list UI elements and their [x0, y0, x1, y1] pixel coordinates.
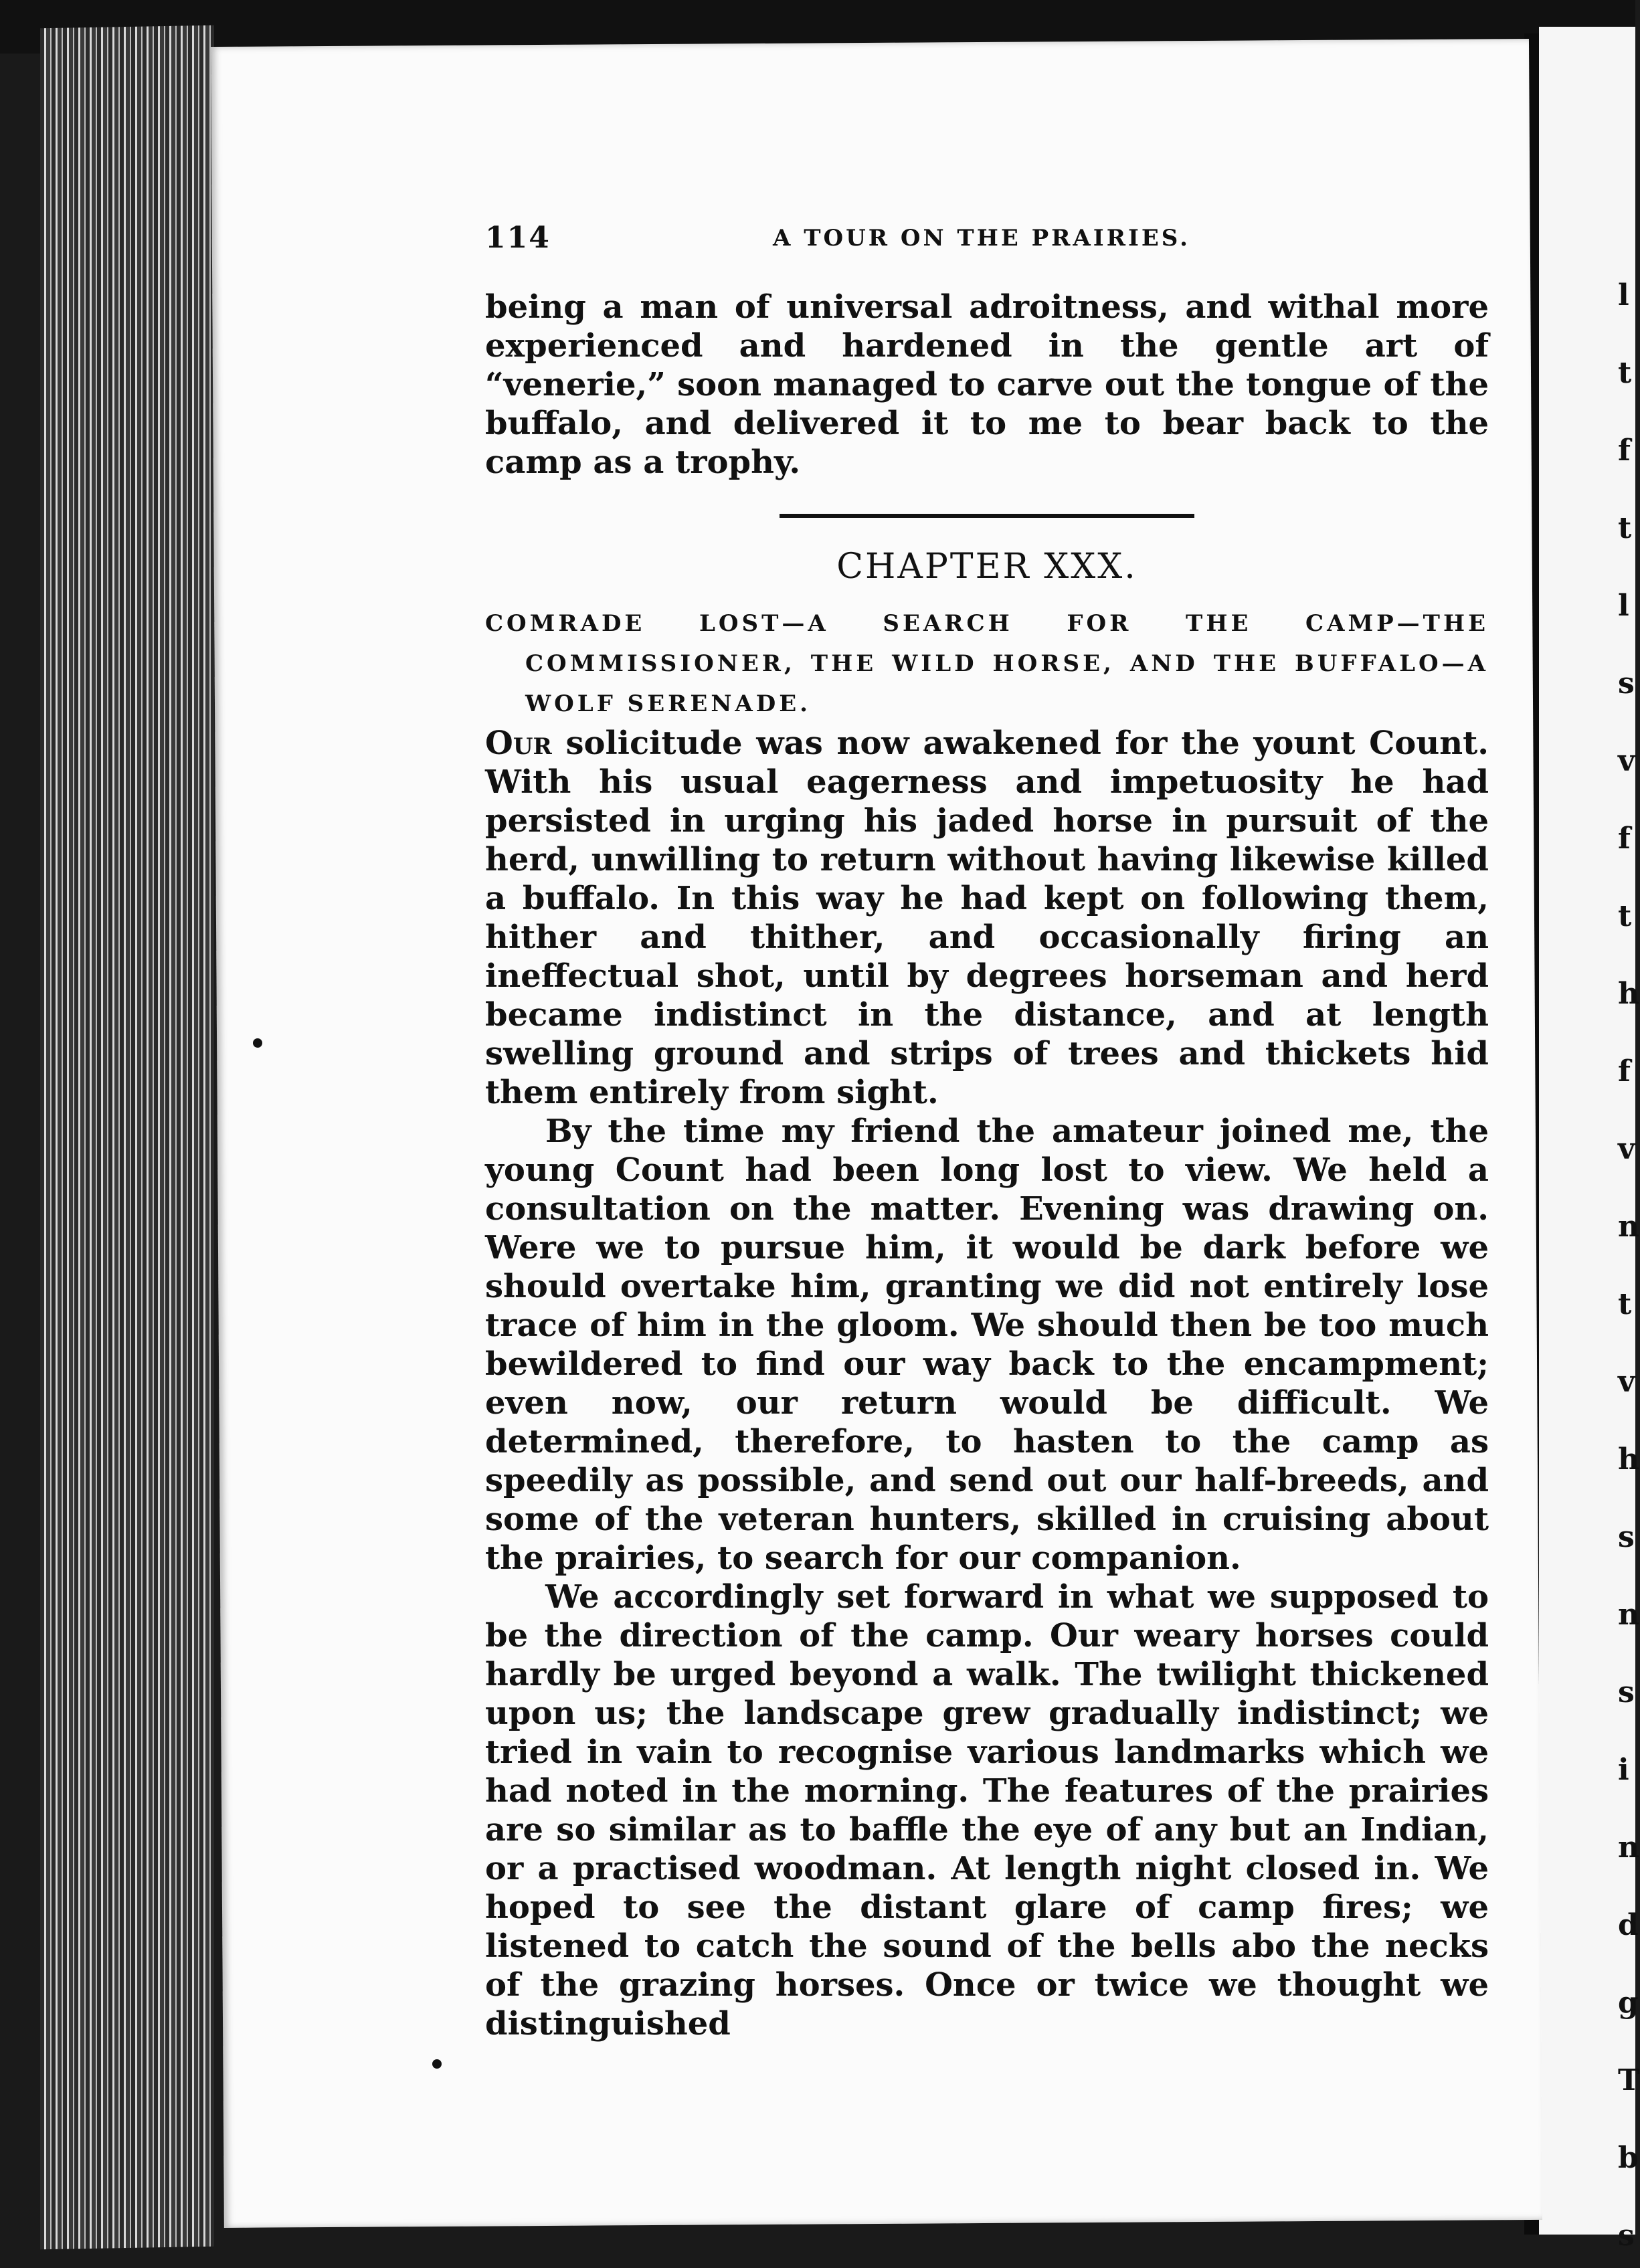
- section-rule: [780, 514, 1194, 518]
- adjacent-page-letter: T: [1618, 2063, 1640, 2097]
- running-head: [485, 221, 1509, 261]
- page-body: [485, 288, 1489, 2043]
- adjacent-page-letter: d: [1618, 1908, 1639, 1942]
- page-number: 114: [485, 221, 551, 255]
- adjacent-page-letter: n: [1618, 1598, 1639, 1632]
- adjacent-page-letter: l: [1618, 589, 1629, 623]
- paragraph-2: By the time my friend the amateur joined me, the young Count had been long lost to view. We held a consultation on the matter. Evening was drawing on. Were we to pursue him, it would be dark before we should overtake him, granting we did not entirely lose trace of him in the gloom. We should then be too much bewildered to find our way back to the encampment; even now, our return would be difficult. We determined, therefore, to hasten to the camp as speedily as possible, and send out our half-breeds, and some of the veteran hunters, skilled in cruising about the prairies, to search for our companion.: [485, 1113, 1489, 1577]
- adjacent-page-letter: l: [1618, 278, 1629, 312]
- adjacent-page-letter: t: [1618, 511, 1632, 545]
- adjacent-page-letter: g: [1618, 1986, 1639, 2020]
- adjacent-page-letter: h: [1618, 977, 1639, 1011]
- lead-word: Our: [485, 725, 552, 762]
- scan-speck: [432, 2059, 442, 2069]
- scan-speck: [253, 1038, 262, 1048]
- adjacent-page-letter: v: [1618, 744, 1635, 778]
- adjacent-page-letter: v: [1618, 1365, 1635, 1399]
- adjacent-page-letter: h: [1618, 1442, 1639, 1477]
- adjacent-page-letter: t: [1618, 1287, 1632, 1321]
- adjacent-page-letter: b: [1618, 2141, 1639, 2175]
- adjacent-page-letter: s: [1618, 1675, 1635, 1709]
- adjacent-page-letter: f: [1618, 1054, 1631, 1089]
- adjacent-page-letter: t: [1618, 356, 1632, 390]
- book-page-edges: [40, 25, 214, 2250]
- running-title: A TOUR ON THE PRAIRIES.: [773, 225, 1190, 252]
- adjacent-page-letter: f: [1618, 822, 1631, 856]
- adjacent-page-letter: s: [1618, 666, 1635, 700]
- adjacent-page-letter: n: [1618, 1210, 1639, 1244]
- paragraph-3: We accordingly set forward in what we supposed to be the direction of the camp. Our weary horses could hardly be urged beyond a walk. The twilight thickened upon us; the landscape grew gradually indistinct; we tried in vain to recognise various landmarks which we had noted in the morning. The features of the prairies are so similar as to baffle the eye of any but an Indian, or a practised woodman. At length night closed in. We hoped to see the distant glare of camp fires; we listened to catch the sound of the bells abo the necks of the grazing horses. Once or twice we thought we distinguished: [485, 1578, 1489, 2043]
- chapter-title: CHAPTER XXX.: [836, 547, 1137, 587]
- chapter-summary: COMRADE LOST—A SEARCH FOR THE CAMP—THE COMMISSIONER, THE WILD HORSE, AND THE BUFFALO—A WOLF SERENADE.: [485, 610, 1489, 717]
- adjacent-page-letter: f: [1618, 434, 1631, 468]
- paragraph-1-text: solicitude was now awakened for the yount Count. With his usual eagerness and impetuosity he had persisted in urging his jaded horse in pursuit of the herd, unwilling to return without having likewise killed a buffalo. In this way he had kept on following them, hither and thither, and occasionally firing an ineffectual shot, until by degrees horseman and herd became indistinct in the distance, and at length swelling ground and strips of trees and thickets hid them entirely from sight.: [485, 725, 1489, 1111]
- adjacent-page-letter: t: [1618, 899, 1632, 933]
- adjacent-page-letter: s: [1618, 1520, 1635, 1554]
- paragraph-1: [485, 724, 1489, 1112]
- adjacent-page-letter: s: [1618, 2218, 1635, 2253]
- adjacent-page-letter: v: [1618, 1132, 1635, 1166]
- adjacent-page-letter: i: [1618, 1753, 1629, 1787]
- continuation-paragraph: being a man of universal adroitness, and withal more experienced and hardened in the gentle art of “venerie,” soon managed to carve out the tongue of the buffalo, and delivered it to me to bear back to the camp as a trophy.: [485, 288, 1489, 481]
- adjacent-page-letter: n: [1618, 1830, 1639, 1865]
